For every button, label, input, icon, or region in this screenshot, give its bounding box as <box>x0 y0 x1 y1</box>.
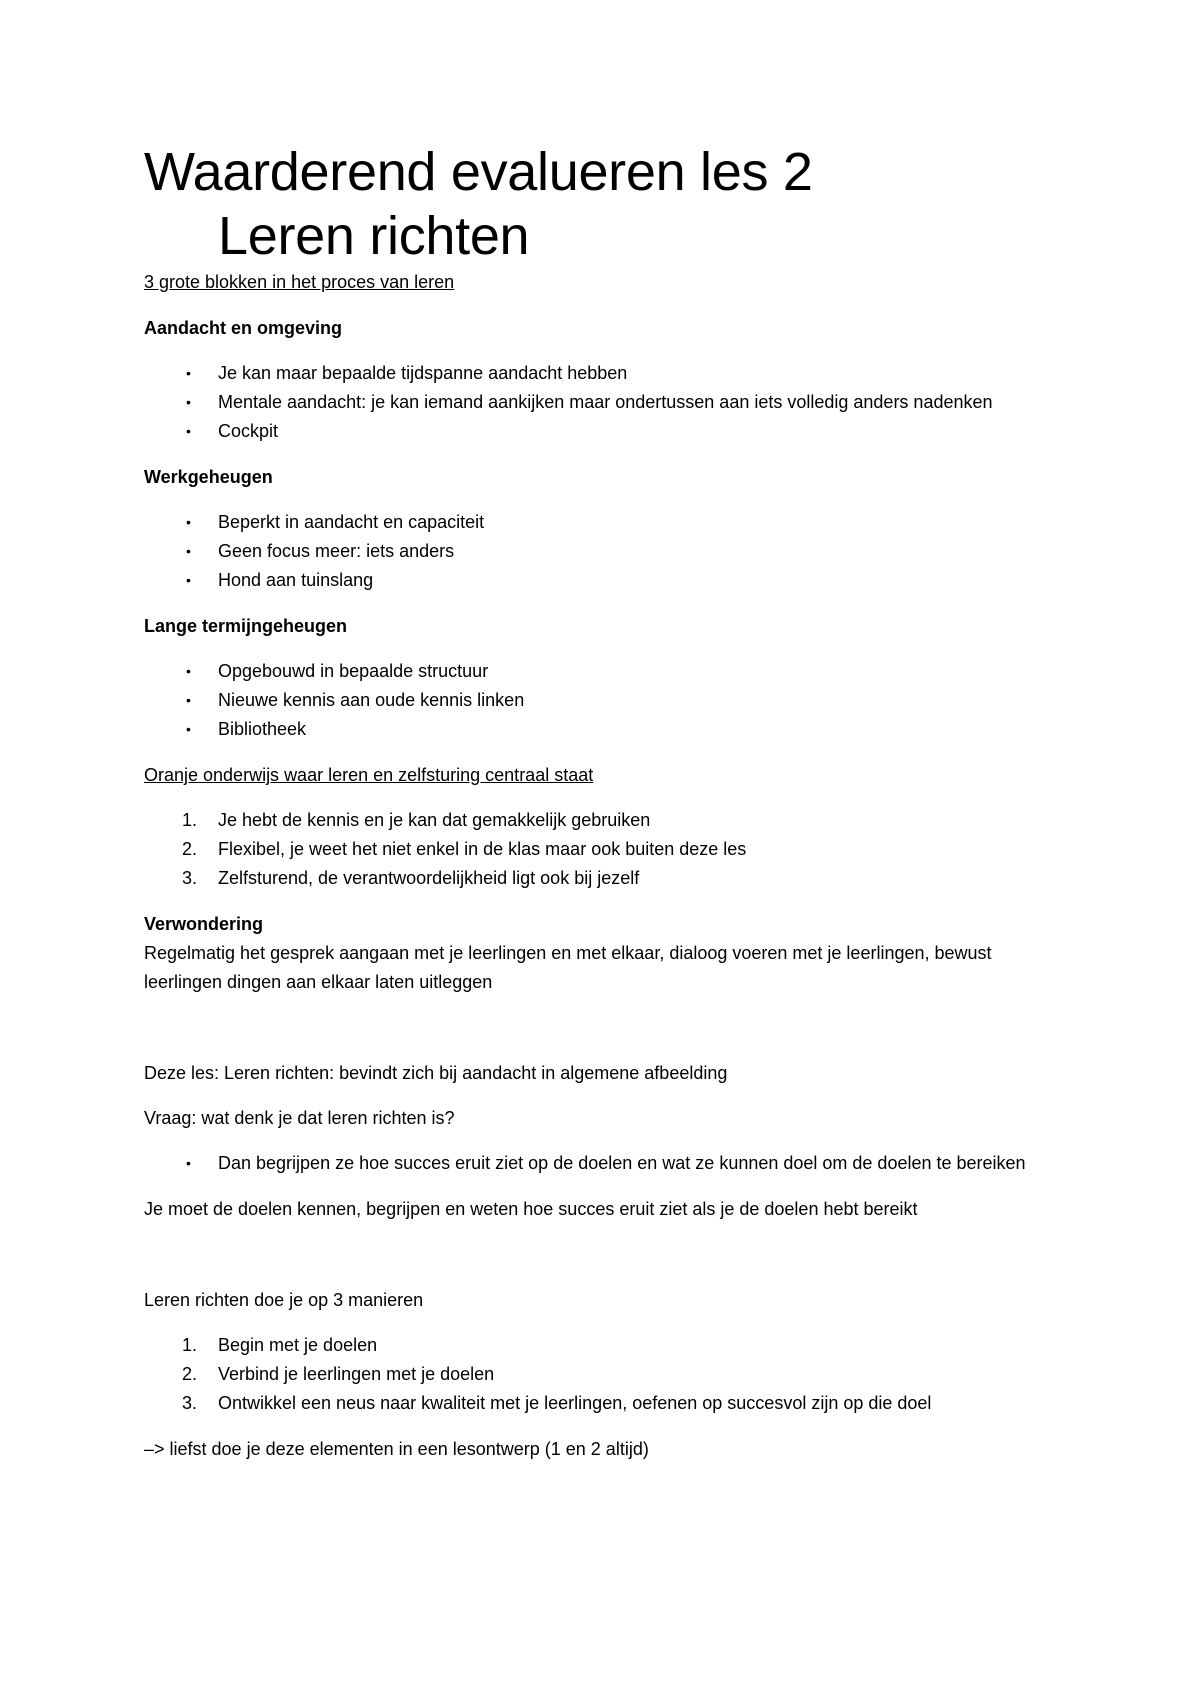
list-item: 3. Zelfsturend, de verantwoordelijkheid ligt ook bij jezelf <box>144 864 1064 893</box>
list-item: • Opgebouwd in bepaalde structuur <box>144 657 1064 686</box>
list-item: 2. Flexibel, je weet het niet enkel in de klas maar ook buiten deze les <box>144 835 1064 864</box>
list-item: • Geen focus meer: iets anders <box>144 537 1064 566</box>
bullet-icon: • <box>186 365 191 381</box>
list-item: • Bibliotheek <box>144 715 1064 744</box>
list-item: • Dan begrijpen ze hoe succes eruit ziet op de doelen en wat ze kunnen doel om de doelen te bereiken <box>144 1149 1064 1178</box>
working-memory-list <box>144 508 1064 595</box>
bullet-icon: • <box>186 692 191 708</box>
long-term-list <box>144 657 1064 744</box>
question-text: Vraag: wat denk je dat leren richten is? <box>144 1108 455 1128</box>
list-item: • Cockpit <box>144 417 1064 446</box>
bullet-icon: • <box>186 514 191 530</box>
list-number: 1. <box>182 810 198 830</box>
list-item: • Mentale aandacht: je kan iemand aankijken maar ondertussen aan iets volledig anders nadenken <box>144 388 1064 417</box>
intro-heading: 3 grote blokken in het proces van leren <box>144 272 455 292</box>
list-number: 3. <box>182 868 198 888</box>
list-number: 2. <box>182 839 198 859</box>
document-title <box>144 140 1064 268</box>
three-ways-list <box>144 1331 1064 1418</box>
list-item: • Beperkt in aandacht en capaciteit <box>144 508 1064 537</box>
list-item: 2. Verbind je leerlingen met je doelen <box>144 1360 1064 1389</box>
bullet-icon: • <box>186 423 191 439</box>
list-item: • Je kan maar bepaalde tijdspanne aandacht hebben <box>144 359 1064 388</box>
list-item: 1. Je hebt de kennis en je kan dat gemakkelijk gebruiken <box>144 806 1064 835</box>
bullet-icon: • <box>186 572 191 588</box>
document-content <box>144 140 1064 1464</box>
bullet-icon: • <box>186 721 191 737</box>
section-heading-attention: Aandacht en omgeving <box>144 318 343 338</box>
list-item: 3. Ontwikkel een neus naar kwaliteit met je leerlingen, oefenen op succesvol zijn op die doel <box>144 1389 1064 1418</box>
closing-text: –> liefst doe je deze elementen in een lesontwerp (1 en 2 altijd) <box>144 1439 649 1459</box>
wonder-text: Regelmatig het gesprek aangaan met je leerlingen en met elkaar, dialoog voeren met je leerlingen, bewust leerlingen dingen aan elkaar laten uitleggen <box>144 943 992 992</box>
bullet-icon: • <box>186 394 191 410</box>
title-line-1: Waarderend evalueren les 2 <box>144 142 813 202</box>
section-heading-working-memory: Werkgeheugen <box>144 467 273 487</box>
section-heading-wonder: Verwondering <box>144 914 264 934</box>
section-heading-orange: Oranje onderwijs waar leren en zelfsturing centraal staat <box>144 765 594 785</box>
list-item: 1. Begin met je doelen <box>144 1331 1064 1360</box>
attention-list <box>144 359 1064 446</box>
title-line-2: Leren richten <box>218 206 530 266</box>
bullet-icon: • <box>186 1155 191 1171</box>
list-item: • Nieuwe kennis aan oude kennis linken <box>144 686 1064 715</box>
section-heading-long-term: Lange termijngeheugen <box>144 616 348 636</box>
three-ways-text: Leren richten doe je op 3 manieren <box>144 1290 424 1310</box>
bullet-icon: • <box>186 663 191 679</box>
goals-text: Je moet de doelen kennen, begrijpen en weten hoe succes eruit ziet als je de doelen hebt bereikt <box>144 1199 918 1219</box>
list-number: 3. <box>182 1393 198 1413</box>
list-item: • Hond aan tuinslang <box>144 566 1064 595</box>
orange-list <box>144 806 1064 893</box>
list-number: 1. <box>182 1335 198 1355</box>
list-number: 2. <box>182 1364 198 1384</box>
this-lesson-text: Deze les: Leren richten: bevindt zich bij aandacht in algemene afbeelding <box>144 1063 728 1083</box>
bullet-icon: • <box>186 543 191 559</box>
question-list <box>144 1149 1064 1178</box>
